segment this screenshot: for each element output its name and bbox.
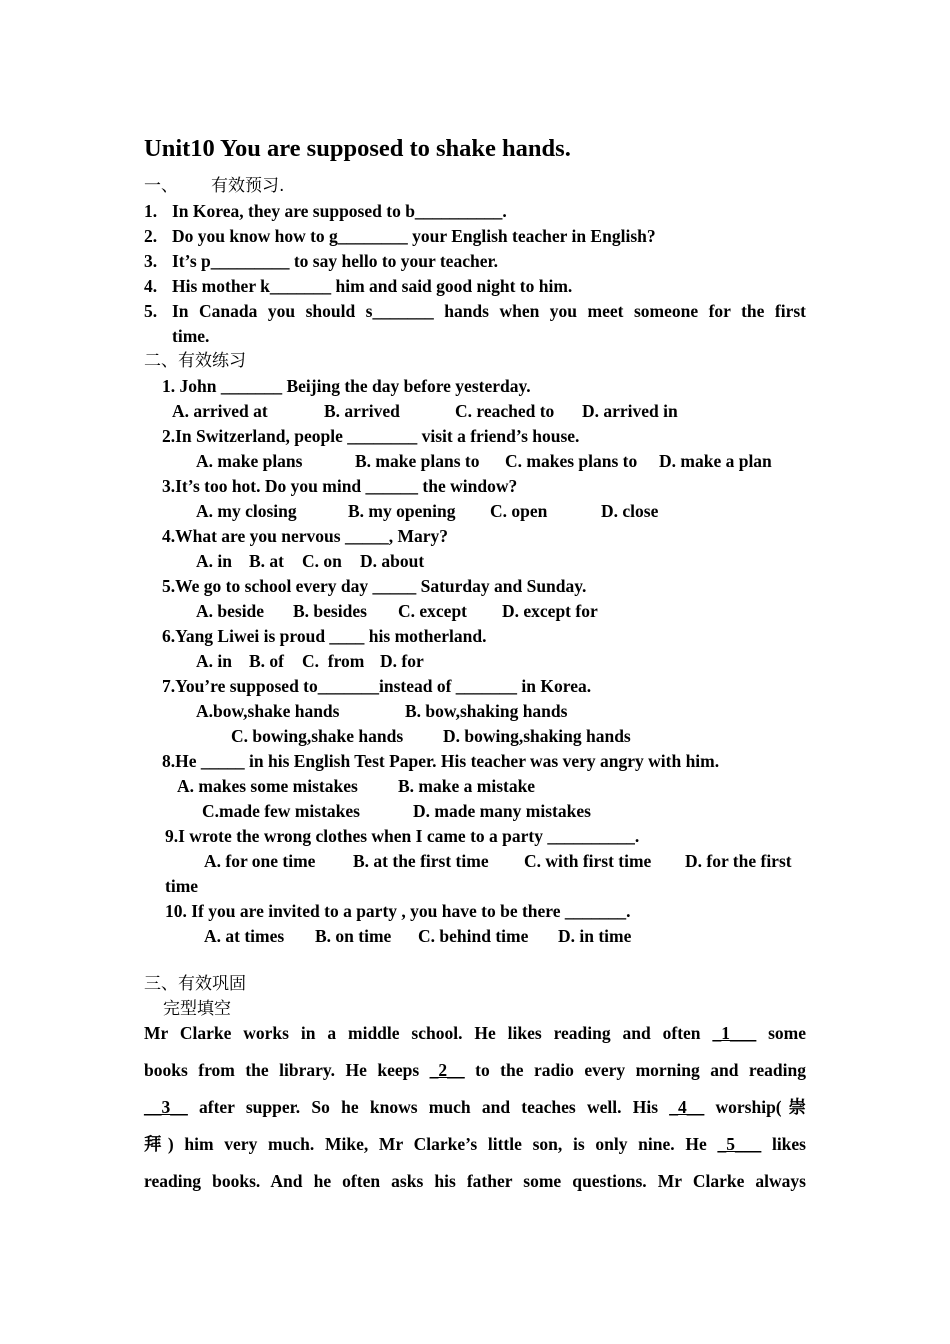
section1-heading-number: 一、 [144, 176, 178, 196]
option: B. at [249, 551, 284, 571]
item-number: 1. [144, 201, 158, 221]
passage-text: worship(崇 [704, 1097, 806, 1117]
question-stem: 8.He _____ in his English Test Paper. His teacher was very angry with him. [162, 751, 720, 771]
option: D. for [380, 651, 424, 671]
option: C. from [302, 651, 365, 671]
option: C. behind time [418, 926, 529, 946]
option: A.bow,shake hands [196, 701, 340, 721]
passage-text: some [756, 1023, 806, 1043]
item-number: 3. [144, 251, 158, 271]
option: B. on time [315, 926, 392, 946]
item-number: 5. [144, 301, 158, 321]
option: A. beside [196, 601, 265, 621]
option: D. except for [502, 601, 598, 621]
question-stem: 6.Yang Liwei is proud ____ his motherland. [162, 626, 487, 646]
passage-line [144, 1095, 806, 1120]
section3-heading: 三、有效巩固 [144, 974, 246, 994]
blank-5: _5___ [717, 1134, 762, 1154]
option: A. arrived at [172, 401, 268, 421]
item-text: In Canada you should s_______ hands when you meet someone for the first [172, 301, 806, 321]
option: B. my opening [348, 501, 456, 521]
section3-subheading: 完型填空 [163, 999, 231, 1019]
passage-line [144, 1021, 806, 1046]
option: B. of [249, 651, 284, 671]
option: A. makes some mistakes [177, 776, 358, 796]
question-stem: 5.We go to school every day _____ Saturday and Sunday. [162, 576, 587, 596]
question-stem: 2.In Switzerland, people ________ visit a friend’s house. [162, 426, 580, 446]
option: B. arrived [324, 401, 400, 421]
option: A. in [196, 551, 232, 571]
item-number: 2. [144, 226, 158, 246]
option: C. on [302, 551, 342, 571]
passage-line [144, 1058, 806, 1083]
passage-text: to the radio every morning and reading [464, 1060, 806, 1080]
option: C. bowing,shake hands [231, 726, 404, 746]
option: A. in [196, 651, 232, 671]
item-number: 4. [144, 276, 158, 296]
question-stem: 1. John _______ Beijing the day before yesterday. [162, 376, 531, 396]
option: D. made many mistakes [413, 801, 591, 821]
item-text: In Korea, they are supposed to b__________. [172, 201, 507, 221]
option: A. make plans [196, 451, 303, 471]
option: D. about [360, 551, 425, 571]
option: C. open [490, 501, 548, 521]
option: D. make a plan [659, 451, 772, 471]
blank-4: _4__ [669, 1097, 705, 1117]
passage-line [144, 1169, 806, 1194]
option: B. at the first time [353, 851, 489, 871]
option: B. make a mistake [398, 776, 536, 796]
document-title: Unit10 You are supposed to shake hands. [144, 135, 571, 162]
passage-text: Mr Clarke works in a middle school. He likes reading and often [144, 1023, 713, 1043]
item-text-continued: time. [172, 326, 210, 346]
passage-text: likes [761, 1134, 806, 1154]
option: A. for one time [204, 851, 316, 871]
option: D. close [601, 501, 659, 521]
passage-text: reading books. And he often asks his father some questions. Mr Clarke always [144, 1171, 806, 1191]
blank-3: __3__ [144, 1097, 188, 1117]
passage-text: books from the library. He keeps [144, 1060, 430, 1080]
option: C. makes plans to [505, 451, 638, 471]
option: D. in time [558, 926, 632, 946]
question-stem: 4.What are you nervous _____, Mary? [162, 526, 448, 546]
question-stem: 10. If you are invited to a party , you have to be there _______. [165, 901, 631, 921]
section1-heading: 有效预习. [211, 176, 285, 196]
blank-2: _2__ [429, 1060, 465, 1080]
option: B. make plans to [355, 451, 480, 471]
option: C. except [398, 601, 468, 621]
option: C. reached to [455, 401, 555, 421]
option: D. arrived in [582, 401, 678, 421]
option: B. besides [293, 601, 367, 621]
question-stem: 7.You’re supposed to_______instead of _______ in Korea. [162, 676, 592, 696]
option: B. bow,shaking hands [405, 701, 568, 721]
option: A. my closing [196, 501, 297, 521]
item-text: Do you know how to g________ your English teacher in English? [172, 226, 656, 246]
item-text: His mother k_______ him and said good night to him. [172, 276, 573, 296]
section2-heading: 二、有效练习 [144, 351, 246, 371]
item-text: It’s p_________ to say hello to your teacher. [172, 251, 499, 271]
option: D. bowing,shaking hands [443, 726, 631, 746]
passage-text: 拜) him very much. Mike, Mr Clarke’s little son, is only nine. He [144, 1134, 718, 1154]
passage-text: after supper. So he knows much and teaches well. His [187, 1097, 670, 1117]
option: A. at times [204, 926, 285, 946]
question-stem: 3.It’s too hot. Do you mind ______ the window? [162, 476, 518, 496]
option: C. with first time [524, 851, 652, 871]
option: D. for the first [685, 851, 792, 871]
question-stem: 9.I wrote the wrong clothes when I came to a party __________. [165, 826, 640, 846]
passage-line [144, 1132, 806, 1157]
blank-1: _1___ [712, 1023, 757, 1043]
option: C.made few mistakes [202, 801, 360, 821]
option-continued: time [165, 876, 199, 896]
